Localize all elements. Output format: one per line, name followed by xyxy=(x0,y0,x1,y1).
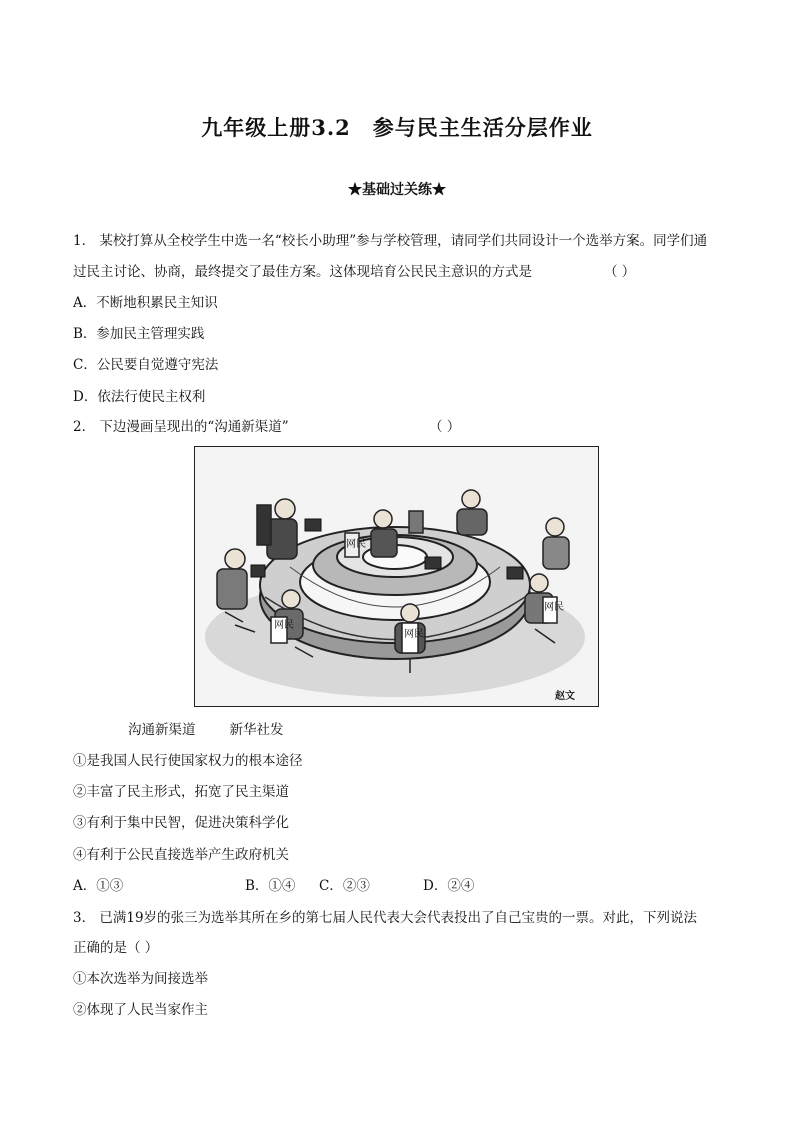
q1-option-b: B．参加民主管理实践 xyxy=(73,326,205,342)
q1-option-d: D．依法行使民主权利 xyxy=(73,389,206,405)
q2-options xyxy=(73,874,474,894)
q3-stem-line2: 正确的是（ ） xyxy=(73,940,159,956)
q3-stem-line1: 3． 已满19岁的张三为选举其所在乡的第七届人民代表大会代表投出了自己宝贵的一票。对此，下列说法 xyxy=(73,910,698,926)
q1-stem-line1: 1． 某校打算从全校学生中选一名“校长小助理”参与学校管理，请同学们共同设计一个选举方案。同学们通 xyxy=(73,233,708,249)
q2-stem: 2． 下边漫画呈现出的“沟通新渠道” xyxy=(73,419,289,435)
cartoon-label-1: 网民 xyxy=(274,620,294,631)
q2-option-a: A．①③ xyxy=(73,878,124,894)
q2-item-3: ③有利于集中民智，促进决策科学化 xyxy=(73,815,289,831)
cartoon-label-2: 网民 xyxy=(404,629,424,640)
q2-item-4: ④有利于公民直接选举产生政府机关 xyxy=(73,847,289,863)
cartoon-illustration xyxy=(195,447,598,706)
title-sub: 参与民主生活分层作业 xyxy=(372,115,593,140)
q2-option-b: B．①④ xyxy=(245,878,296,894)
caption-source: 新华社发 xyxy=(229,722,284,738)
cartoon-label-3: 网民 xyxy=(544,602,564,613)
q2-answer-paren: （ ） xyxy=(429,419,461,435)
q2-item-1: ①是我国人民行使国家权力的根本途径 xyxy=(73,753,303,769)
q3-item-2: ②体现了人民当家作主 xyxy=(73,1002,208,1018)
q1-option-c: C．公民要自觉遵守宪法 xyxy=(73,357,219,373)
q1-stem-line2: 过民主讨论、协商，最终提交了最佳方案。这体现培育公民民主意识的方式是 xyxy=(73,264,532,280)
q1-option-a: A．不断地积累民主知识 xyxy=(73,295,218,311)
q2-item-2: ②丰富了民主形式，拓宽了民主渠道 xyxy=(73,784,289,800)
q3-item-1: ①本次选举为间接选举 xyxy=(73,971,208,987)
cartoon-label-4: 网民 xyxy=(346,539,366,550)
page-title xyxy=(0,112,794,142)
q2-option-c: C．②③ xyxy=(319,878,370,894)
q1-answer-paren: （ ） xyxy=(604,264,636,280)
title-main: 九年级上册3.2 xyxy=(201,115,351,140)
cartoon-image xyxy=(194,446,599,707)
cartoon-signature: 赵文 xyxy=(555,691,575,702)
figure-caption xyxy=(128,718,284,738)
q2-option-d: D．②④ xyxy=(423,878,475,894)
caption-title: 沟通新渠道 xyxy=(128,722,196,738)
section-heading: ★基础过关练★ xyxy=(348,182,446,198)
